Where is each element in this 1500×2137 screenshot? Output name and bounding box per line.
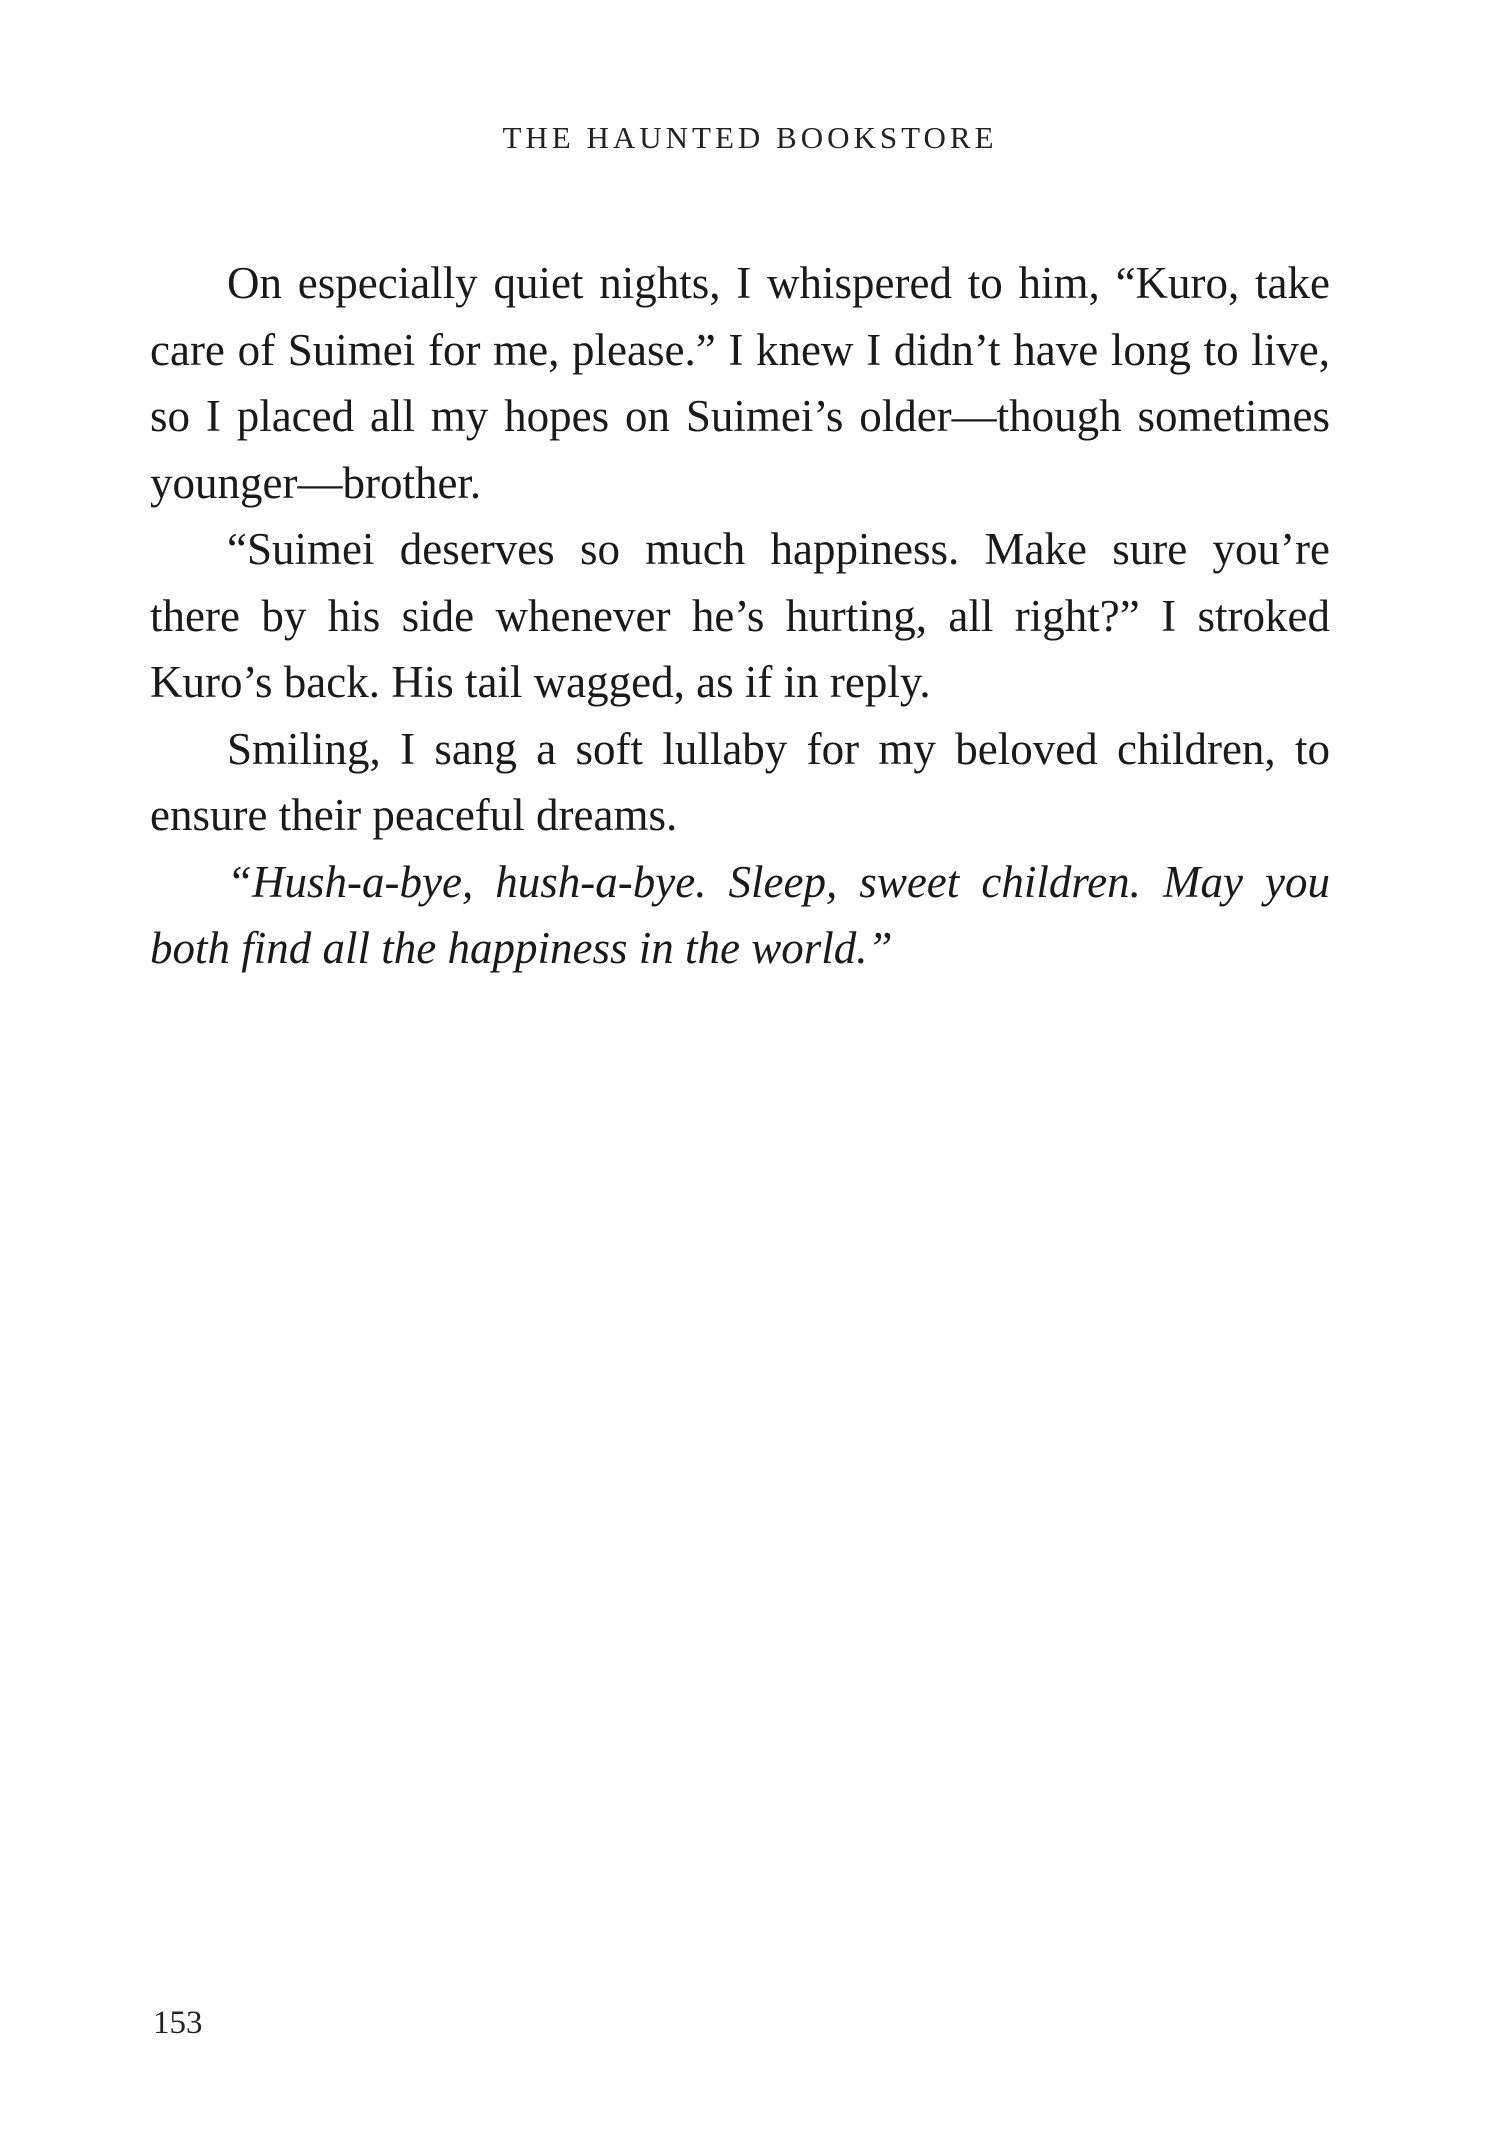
paragraph: On especially quiet nights, I whispered to him, “Kuro, take care of Suimei for me, please.” I knew I didn’t have long to live, so I placed all my hopes on Suimei’s older—though sometimes younger—brother.	[150, 258, 1330, 508]
running-head-title: THE HAUNTED BOOKSTORE	[502, 120, 998, 155]
page-number: 153	[153, 2005, 203, 2041]
body-text	[150, 250, 1330, 982]
paragraph: Smiling, I sang a soft lullaby for my beloved children, to ensure their peaceful dreams.	[150, 723, 1330, 840]
paragraph: “Suimei deserves so much happiness. Make sure you’re there by his side whenever he’s hurting, all right?” I stroked Kuro’s back. His tail wagged, as if in reply.	[150, 524, 1330, 707]
lullaby-paragraph: “Hush-a-bye, hush-a-bye. Sleep, sweet children. May you both find all the happiness in the world.”	[150, 856, 1330, 973]
